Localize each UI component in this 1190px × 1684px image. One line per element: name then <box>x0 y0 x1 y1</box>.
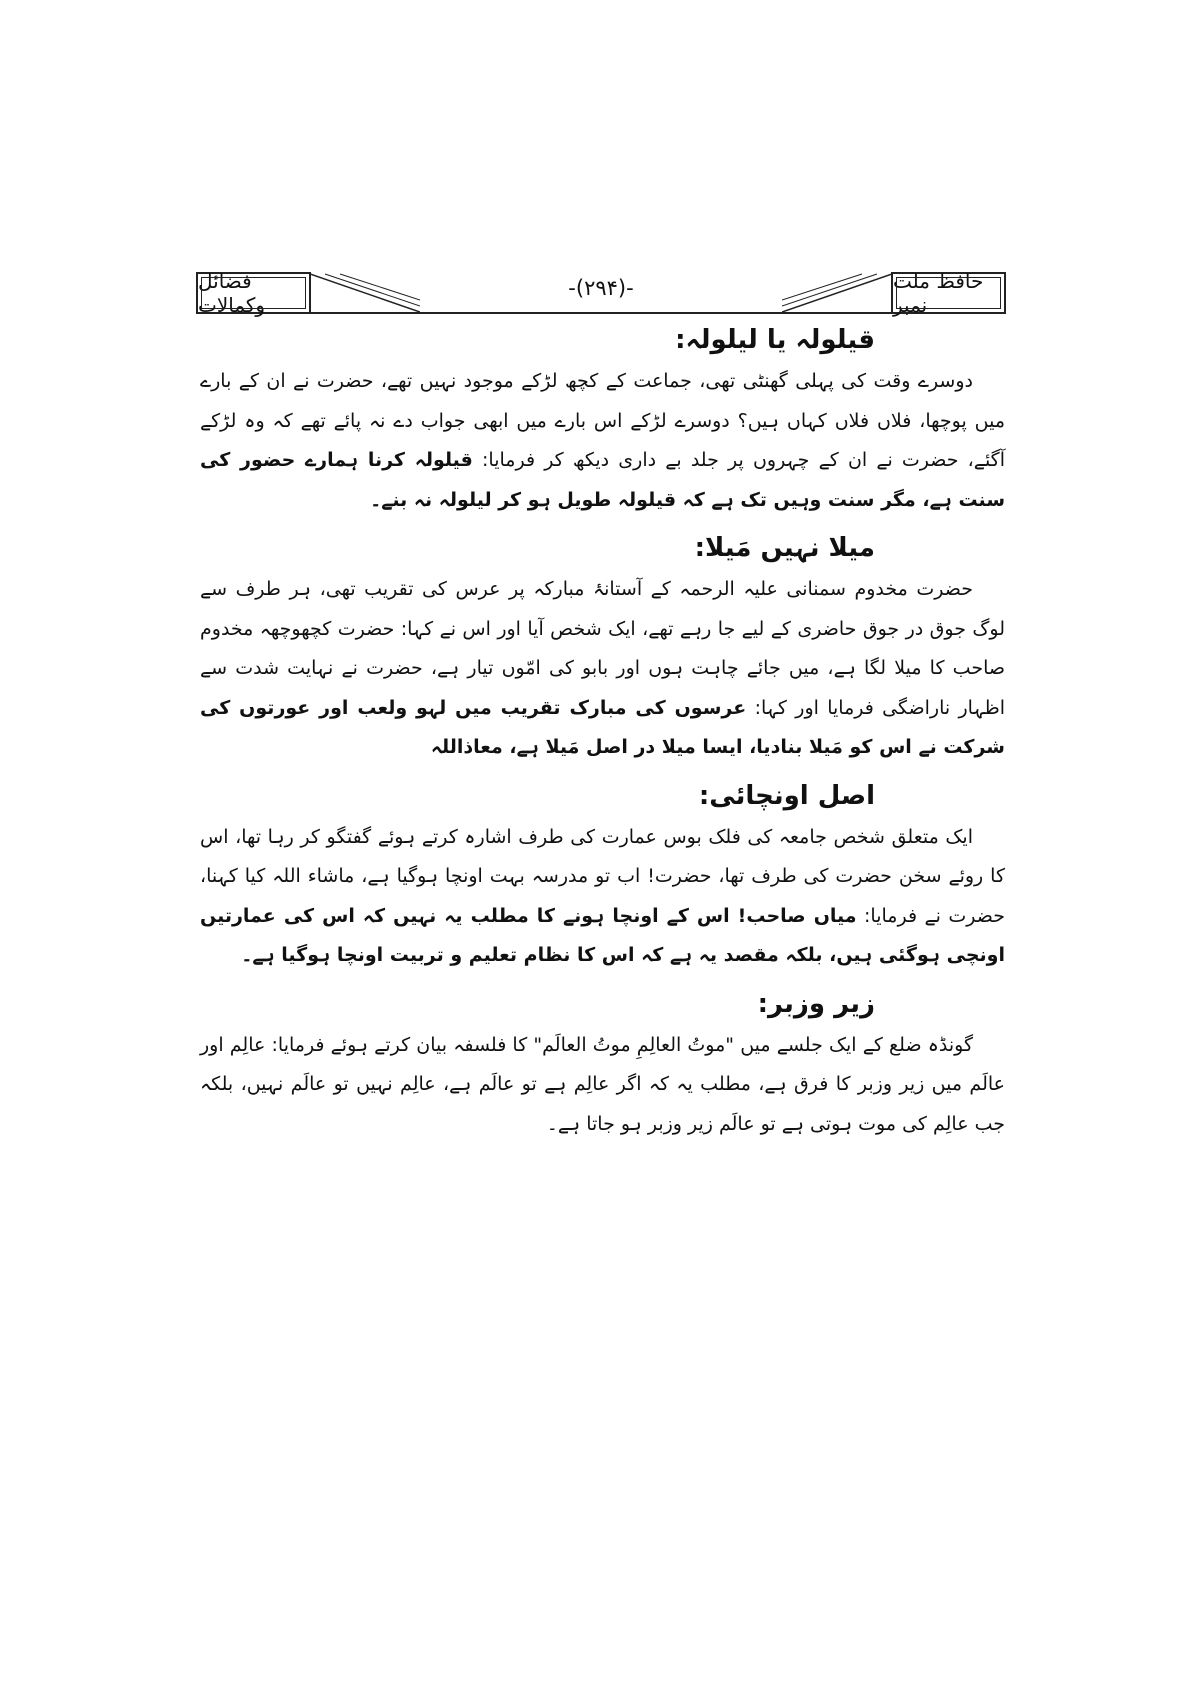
header-left-title: فضائل وکمالات <box>198 269 266 317</box>
section-heading: زیر وزبر: <box>757 988 875 1019</box>
section-paragraph <box>200 1026 1005 1145</box>
section-heading: قیلولہ یا لیلولہ: <box>675 325 875 355</box>
header-left-ornament <box>310 272 420 314</box>
paragraph-text: ایک متعلق شخص جامعہ کی فلک بوس عمارت کی طرف اشارہ کرتے ہوئے گفتگو کر رہا تھا، اس کا روئے سخن حضرت کی طرف تھا، حضرت! اب تو مدرسہ بہت اونچا ہوگیا ہے، ماشاء اللہ کیا کہنا، حضرت نے فرمایا: <box>200 825 1005 927</box>
section-heading: میلا نہیں مَیلا: <box>694 533 875 563</box>
section-paragraph <box>200 362 1005 520</box>
section-heading: اصل اونچائی: <box>698 780 875 811</box>
paragraph-text: حضرت مخدوم سمنانی علیہ الرحمہ کے آستانۂ مبارکہ پر عرس کی تقریب تھی، ہر طرف سے لوگ جوق در جوق حاضری کے لیے جا رہے تھے، ایک شخص آیا اور اس نے کہا: حضرت کچھوچھہ مخدوم صاحب کا میلا لگا ہے، میں جائے چاہت ہوں اور بابو کی امّوں تیار ہے، حضرت نے نہایت شدت سے اظہار ناراضگی فرمایا اور کہا: <box>200 578 1006 719</box>
header-left-title-box <box>196 269 311 317</box>
section-paragraph <box>200 570 1005 768</box>
header-rule <box>310 312 892 314</box>
page-number: -(۲۹۴)- <box>568 276 634 300</box>
page-header <box>196 268 1006 322</box>
paragraph-bold-text: میاں صاحب! اس کے اونچا ہونے کا مطلب یہ نہیں کہ اس کی عمارتیں اونچی ہوگئی ہیں، بلکہ مقصد یہ ہے کہ اس کا نظام تعلیم و تربیت اونچا ہوگیا ہے۔ <box>200 904 1005 966</box>
paragraph-bold-text: قیلولہ کرنا ہمارے حضور کی سنت ہے، مگر سنت وہیں تک ہے کہ قیلولہ طویل ہو کر لیلولہ نہ بنے۔ <box>200 449 1005 511</box>
page-content <box>200 318 1005 1150</box>
section-paragraph <box>200 818 1005 976</box>
paragraph-bold-text: عرسوں کی مبارک تقریب میں لہو ولعب اور عورتوں کی شرکت نے اس کو مَیلا بنادیا، ایسا میلا در اصل مَیلا ہے، معاذاللہ <box>200 696 1005 758</box>
paragraph-text: گونڈہ ضلع کے ایک جلسے میں "موتُ العالِمِ موتُ العالَم" کا فلسفہ بیان کرتے ہوئے فرمایا: عالِم اور عالَم میں زیر وزبر کا فرق ہے، مطلب یہ کہ اگر عالِم ہے تو عالَم ہے، عالِم نہیں تو عالَم نہیں، بلکہ جب عالِم کی موت ہوتی ہے تو عالَم زیر وزبر ہو جاتا ہے۔ <box>200 1033 1005 1135</box>
header-right-title: حافظ ملت نمبر <box>893 269 984 317</box>
paragraph-text: دوسرے وقت کی پہلی گھنٹی تھی، جماعت کے کچھ لڑکے موجود نہیں تھے، حضرت نے ان کے بارے میں پوچھا، فلاں فلاں کہاں ہیں؟ دوسرے لڑکے اس بارے میں ابھی جواب دے نہ پائے تھے کہ وہ لڑکے آگئے، حضرت نے ان کے چہروں پر جلد بے داری دیکھ کر فرمایا: <box>200 370 1005 471</box>
